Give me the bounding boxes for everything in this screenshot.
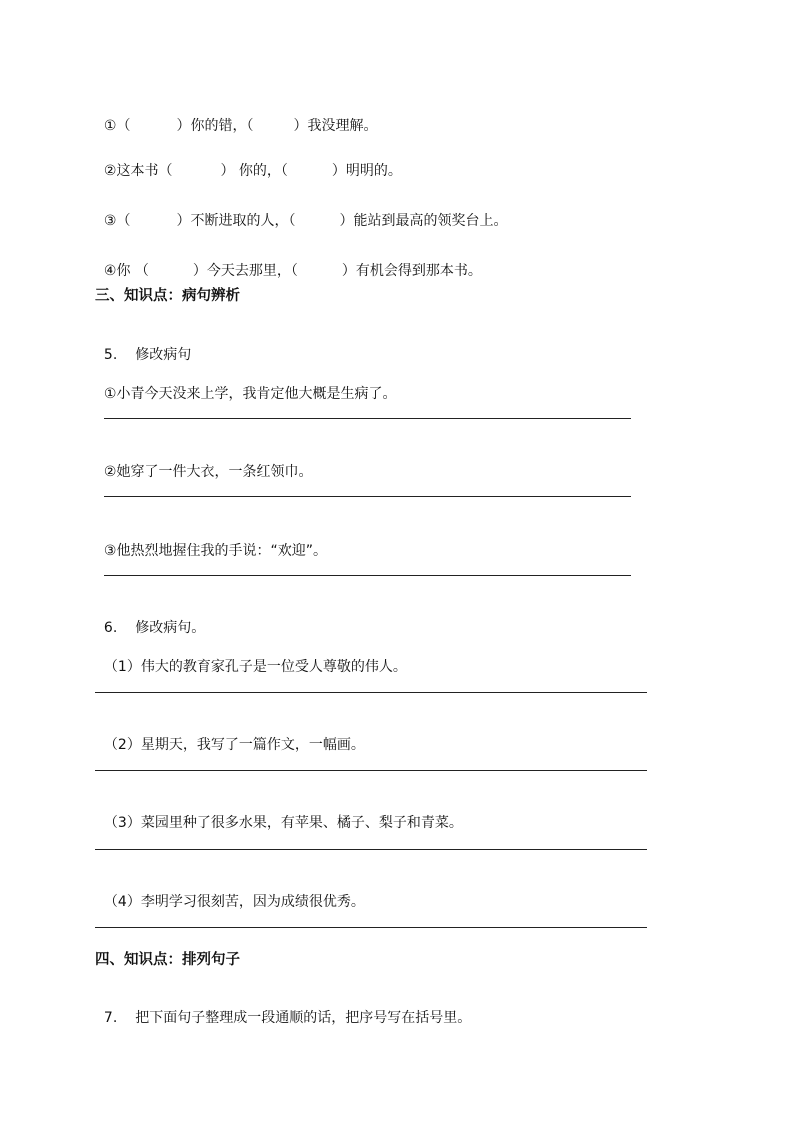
fill-blank-q4: ④你 （ ）今天去那里，（ ）有机会得到那本书。: [103, 263, 482, 279]
question-6-title: 6. 修改病句。: [103, 620, 206, 636]
item-number: （1）: [103, 659, 141, 675]
fill-blank-q3: ③（ ）不断进取的人，（ ）能站到最高的领奖台上。: [103, 213, 508, 229]
question-number: 5.: [103, 347, 118, 363]
question-7: 7. 把下面句子整理成一段通顺的话，把序号写在括号里。: [103, 1010, 472, 1026]
fill-blank-q2: ②这本书（ ） 你的，（ ）明明的。: [103, 163, 402, 179]
q6-item-2: （2）星期天，我写了一篇作文，一幅画。: [103, 737, 365, 753]
section-heading-3: 三、知识点：病句辨析: [95, 288, 240, 304]
item-number: ④: [103, 263, 117, 279]
q5-item-2: ②她穿了一件大衣，一条红领巾。: [103, 464, 313, 480]
fill-blank-q1: ①（ ）你的错，（ ）我没理解。: [103, 118, 378, 134]
question-number: 6.: [103, 620, 118, 636]
item-number: ③: [103, 213, 117, 229]
item-number: ①: [103, 118, 117, 134]
q5-item-3: ③他热烈地握住我的手说：“欢迎”。: [103, 543, 327, 559]
question-number: 7.: [103, 1010, 118, 1026]
item-number: （4）: [103, 894, 141, 910]
answer-line[interactable]: [95, 770, 647, 771]
item-number: （2）: [103, 737, 141, 753]
item-number: ①: [103, 386, 117, 402]
item-number: （3）: [103, 815, 141, 831]
q6-item-1: （1）伟大的教育家孔子是一位受人尊敬的伟人。: [103, 659, 407, 675]
item-number: ②: [103, 464, 117, 480]
answer-line[interactable]: [104, 496, 631, 497]
item-number: ②: [103, 163, 117, 179]
answer-line[interactable]: [104, 575, 631, 576]
answer-line[interactable]: [95, 927, 647, 928]
answer-line[interactable]: [104, 418, 631, 419]
q6-item-4: （4）李明学习很刻苦，因为成绩很优秀。: [103, 894, 365, 910]
q6-item-3: （3）菜园里种了很多水果，有苹果、橘子、梨子和青菜。: [103, 815, 463, 831]
q5-item-1: ①小青今天没来上学，我肯定他大概是生病了。: [103, 386, 397, 402]
section-heading-4: 四、知识点：排列句子: [95, 952, 240, 968]
answer-line[interactable]: [95, 849, 647, 850]
question-5-title: 5. 修改病句: [103, 347, 192, 363]
answer-line[interactable]: [95, 692, 647, 693]
item-number: ③: [103, 543, 117, 559]
